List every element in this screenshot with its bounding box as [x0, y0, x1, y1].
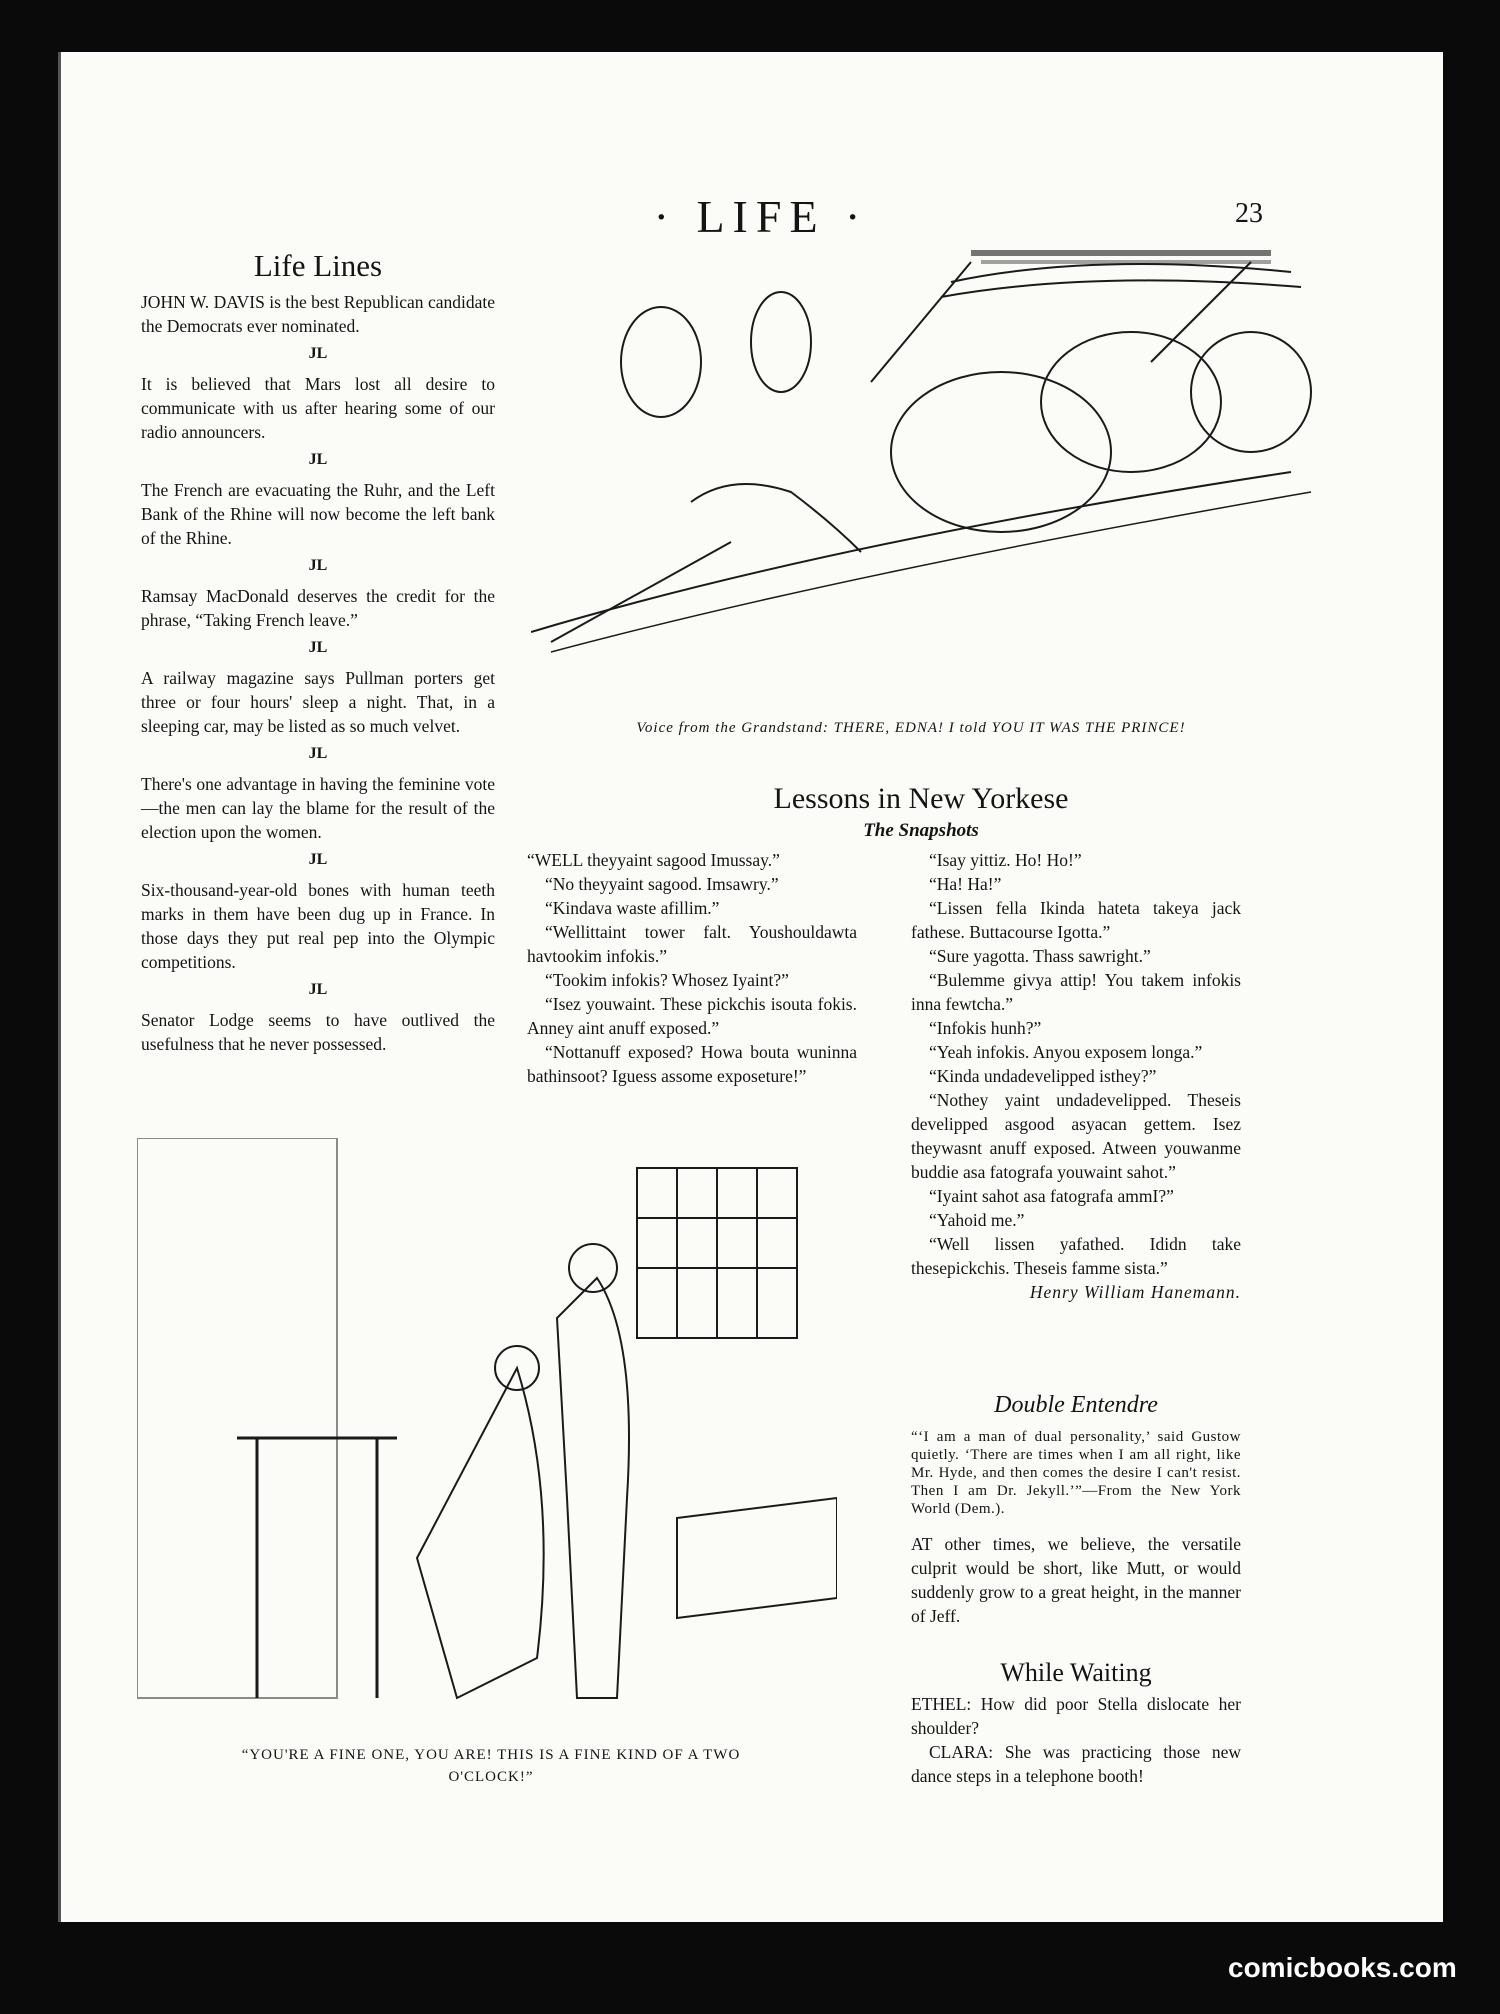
couple-cartoon — [137, 1138, 837, 1738]
life-lines-column — [141, 248, 495, 1056]
polo-cartoon — [531, 242, 1331, 702]
separator-mark: JL — [308, 557, 328, 574]
dialogue-line: “WELL theyyaint sagood Imussay.” — [527, 850, 780, 870]
while-waiting-body — [911, 1692, 1241, 1788]
dialogue-line: “Tookim infokis? Whosez Iyaint?” — [545, 970, 789, 990]
masthead: · LIFE · — [653, 191, 869, 242]
life-line-item: Senator Lodge seems to have outlived the usefulness that he never possessed. — [141, 1010, 495, 1054]
dialogue-line: “Isay yittiz. Ho! Ho!” — [929, 850, 1082, 870]
dialogue-line: “Lissen fella Ikinda hateta takeya jack fathese. Buttacourse Igotta.” — [911, 898, 1241, 942]
separator-mark: JL — [308, 639, 328, 656]
separator-mark: JL — [308, 981, 328, 998]
life-line-item: There's one advantage in having the feminine vote—the men can lay the blame for the result of the election upon the women. — [141, 774, 495, 842]
double-entendre-quote: “‘I am a man of dual personality,’ said Gustow quietly. ‘There are times when I am all right, like Mr. Hyde, and then comes the desire I can't resist. Then I am Dr. Jekyll.’”—From the New York World (Dem.). — [911, 1429, 1241, 1517]
life-lines-title: Life Lines — [253, 248, 383, 283]
dialogue-line: “No theyyaint sagood. Imsawry.” — [545, 874, 779, 894]
lessons-column-2 — [911, 848, 1241, 1304]
dialogue-line: “Isez youwaint. These pickchis isouta fokis. Anney aint anuff exposed.” — [527, 994, 857, 1038]
page-number: 23 — [1235, 198, 1263, 229]
dialogue-line: “Iyaint sahot asa fatografa ammI?” — [929, 1186, 1174, 1206]
dialogue-line: “Wellittaint tower falt. Youshouldawta havtookim infokis.” — [527, 922, 857, 966]
life-line-item: A railway magazine says Pullman porters get three or four hours' sleep a night. That, in a sleeping car, may be listed as so much velvet. — [141, 668, 495, 736]
dialogue-line: “Infokis hunh?” — [929, 1018, 1042, 1038]
separator-mark: JL — [308, 851, 328, 868]
while-waiting-line: CLARA: She was practicing those new dance steps in a telephone booth! — [911, 1742, 1241, 1786]
while-waiting-line: ETHEL: How did poor Stella dislocate her shoulder? — [911, 1694, 1241, 1738]
separator-mark: JL — [308, 345, 328, 362]
double-entendre-body: AT other times, we believe, the versatile culprit would be short, like Mutt, or would suddenly grow to a great height, in the manner of Jeff. — [911, 1534, 1241, 1626]
dialogue-line: “Yahoid me.” — [929, 1210, 1025, 1230]
watermark: comicbooks.com — [1228, 1952, 1457, 1983]
dialogue-line: “Nottanuff exposed? Howa bouta wuninna bathinsoot? Iguess assome exposeture!” — [527, 1042, 857, 1086]
life-line-item: JOHN W. DAVIS is the best Republican candidate the Democrats ever nominated. — [141, 292, 495, 336]
polo-caption: Voice from the Grandstand: THERE, EDNA! I told YOU IT WAS THE PRINCE! — [636, 720, 1186, 736]
while-waiting-title: While Waiting — [1000, 1658, 1152, 1687]
magazine-page — [58, 52, 1443, 1922]
lessons-subtitle: The Snapshots — [863, 820, 979, 841]
dialogue-line: “Bulemme givya attip! You takem infokis inna fewtcha.” — [911, 970, 1241, 1014]
dialogue-line: “Yeah infokis. Anyou exposem longa.” — [929, 1042, 1203, 1062]
life-line-item: It is believed that Mars lost all desire to communicate with us after hearing some of our radio announcers. — [141, 374, 495, 442]
dialogue-line: “Sure yagotta. Thass sawright.” — [929, 946, 1151, 966]
lessons-signature: Henry William Hanemann. — [1029, 1282, 1241, 1302]
life-line-item: Six-thousand-year-old bones with human teeth marks in them have been dug up in France. In those days they put real pep into the Olympic competitions. — [141, 880, 495, 972]
dialogue-line: “Ha! Ha!” — [929, 874, 1002, 894]
life-line-item: The French are evacuating the Ruhr, and the Left Bank of the Rhine will now become the left bank of the Rhine. — [141, 480, 495, 548]
lessons-column-1 — [527, 848, 857, 1088]
dialogue-line: “Kinda undadevelipped isthey?” — [929, 1066, 1157, 1086]
dialogue-line: “Kindava waste afillim.” — [545, 898, 720, 918]
dialogue-line: “Nothey yaint undadevelipped. Theseis develipped asgood asyacan gettem. Isez theywasnt anuff exposed. Atween youwanme buddie asa fatografa youwaint sahot.” — [911, 1090, 1241, 1182]
couple-caption: “YOU'RE A FINE ONE, YOU ARE! THIS IS A FINE KIND OF A TWO O'CLOCK!” — [241, 1747, 741, 1785]
separator-mark: JL — [308, 745, 328, 762]
dialogue-line: “Well lissen yafathed. Ididn take thesepickchis. Theseis famme sista.” — [911, 1234, 1241, 1278]
life-lines-items — [141, 290, 495, 1056]
double-entendre-title: Double Entendre — [994, 1392, 1158, 1418]
lessons-title: Lessons in New Yorkese — [773, 782, 1069, 815]
life-line-item: Ramsay MacDonald deserves the credit for the phrase, “Taking French leave.” — [141, 586, 495, 630]
separator-mark: JL — [308, 451, 328, 468]
